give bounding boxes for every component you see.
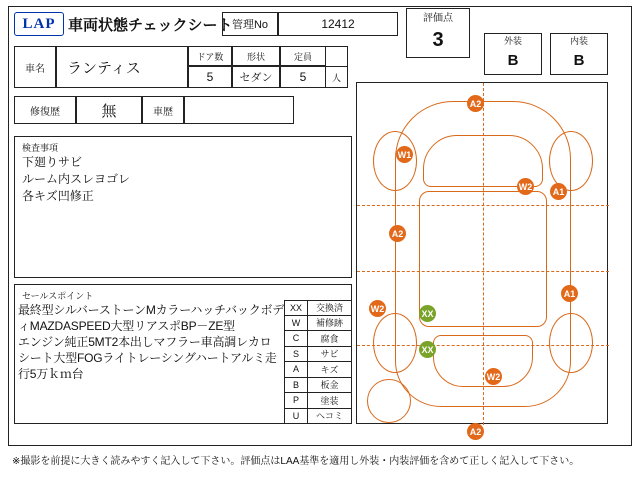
- legend-code: S: [285, 347, 308, 362]
- repair-history-value: 無: [76, 96, 142, 124]
- wheel-front-right: [549, 131, 593, 191]
- wheel-front-left: [373, 131, 417, 191]
- sales-point-line: 最終型シルバーストーンMカラーハッチバックボデ: [18, 303, 285, 317]
- sales-point-line: シート大型FOGライトレーシングハートアルミ走: [18, 351, 277, 365]
- legend-code: B: [285, 378, 308, 393]
- lap-logo: LAP: [14, 12, 64, 36]
- inspection-line: ルーム内スレヨゴレ: [22, 172, 131, 186]
- inspection-lines: [22, 154, 342, 205]
- legend-text: 補修跡: [315, 318, 343, 329]
- car-name-label: 車名: [14, 46, 56, 88]
- vehicle-record-label: 車歴: [142, 96, 184, 124]
- footnote: ※撮影を前提に大きく読みやすく記入して下さい。評価点はLAA基準を適用し外装・内装評価を含めて正しく記入して下さい。: [12, 456, 580, 467]
- spare-wheel: [367, 379, 411, 423]
- damage-mark[interactable]: A1: [561, 285, 578, 302]
- damage-mark[interactable]: A2: [467, 423, 484, 440]
- sales-point-line: ィMAZDASPEED大型リアスポBP－ZE型: [18, 319, 235, 333]
- inspection-line: 各キズ凹修正: [22, 189, 94, 203]
- repair-history-label: 修復歴: [14, 96, 76, 124]
- interior-label: 内装: [550, 33, 608, 47]
- legend-row: [284, 347, 352, 363]
- damage-mark[interactable]: XX: [419, 305, 436, 322]
- legend-row: [284, 409, 352, 425]
- legend-code: W: [285, 316, 308, 331]
- car-name-value: ランティス: [56, 46, 188, 88]
- interior-grade: B: [550, 47, 608, 75]
- damage-mark[interactable]: XX: [419, 341, 436, 358]
- legend-code: C: [285, 331, 308, 346]
- rating-label: 評価点: [406, 8, 470, 24]
- legend-text: 塗装: [320, 395, 339, 406]
- legend-code: XX: [285, 301, 308, 315]
- legend-row: [284, 362, 352, 378]
- legend-row: [284, 316, 352, 332]
- wheel-rear-left: [373, 313, 417, 373]
- page-title: 車両状態チェックシート: [68, 17, 233, 34]
- legend-text: キズ: [320, 364, 339, 375]
- damage-mark[interactable]: A1: [550, 183, 567, 200]
- legend-text: ヘコミ: [315, 411, 343, 422]
- legend-row: [284, 393, 352, 409]
- seat-unit-spacer: [326, 46, 348, 66]
- vehicle-record-value: [184, 96, 294, 124]
- damage-mark[interactable]: W2: [485, 368, 502, 385]
- legend-text: 板金: [320, 380, 339, 391]
- legend-code: A: [285, 362, 308, 377]
- door-count-label: ドア数: [188, 46, 232, 66]
- body-shape-label: 形状: [232, 46, 280, 66]
- rating-value: 3: [406, 24, 470, 58]
- seat-capacity-label: 定員: [280, 46, 326, 66]
- sales-point-line: エンジン純正5MT2本出しマフラー車高調レカロ: [18, 335, 272, 349]
- sales-point-title: セールスポイント: [22, 291, 94, 301]
- damage-mark[interactable]: W1: [396, 146, 413, 163]
- legend-row: [284, 331, 352, 347]
- damage-mark[interactable]: A2: [467, 95, 484, 112]
- damage-mark[interactable]: A2: [389, 225, 406, 242]
- body-shape-value: セダン: [232, 66, 280, 88]
- legend-code: U: [285, 409, 308, 424]
- kanri-no-value: 12412: [278, 12, 398, 36]
- seat-capacity-value: 5: [280, 66, 326, 88]
- damage-mark[interactable]: W2: [517, 178, 534, 195]
- seat-capacity-unit: 人: [326, 66, 348, 88]
- exterior-grade: B: [484, 47, 542, 75]
- sales-point-line: 行5万ｋｍ台: [18, 367, 84, 381]
- door-count-value: 5: [188, 66, 232, 88]
- legend-row: [284, 300, 352, 316]
- inspection-title: 検査事項: [22, 143, 59, 153]
- car-diagram: [356, 82, 608, 437]
- legend-row: [284, 378, 352, 394]
- divider-center: [483, 83, 484, 425]
- legend-code: P: [285, 393, 308, 408]
- damage-mark[interactable]: W2: [369, 300, 386, 317]
- wheel-rear-right: [549, 313, 593, 373]
- legend-text: サビ: [320, 349, 339, 360]
- legend-text: 腐食: [320, 333, 339, 344]
- inspection-line: 下廻りサビ: [22, 155, 83, 169]
- legend-text: 交換済: [315, 303, 343, 314]
- kanri-no-label: 管理No: [222, 12, 278, 36]
- exterior-label: 外装: [484, 33, 542, 47]
